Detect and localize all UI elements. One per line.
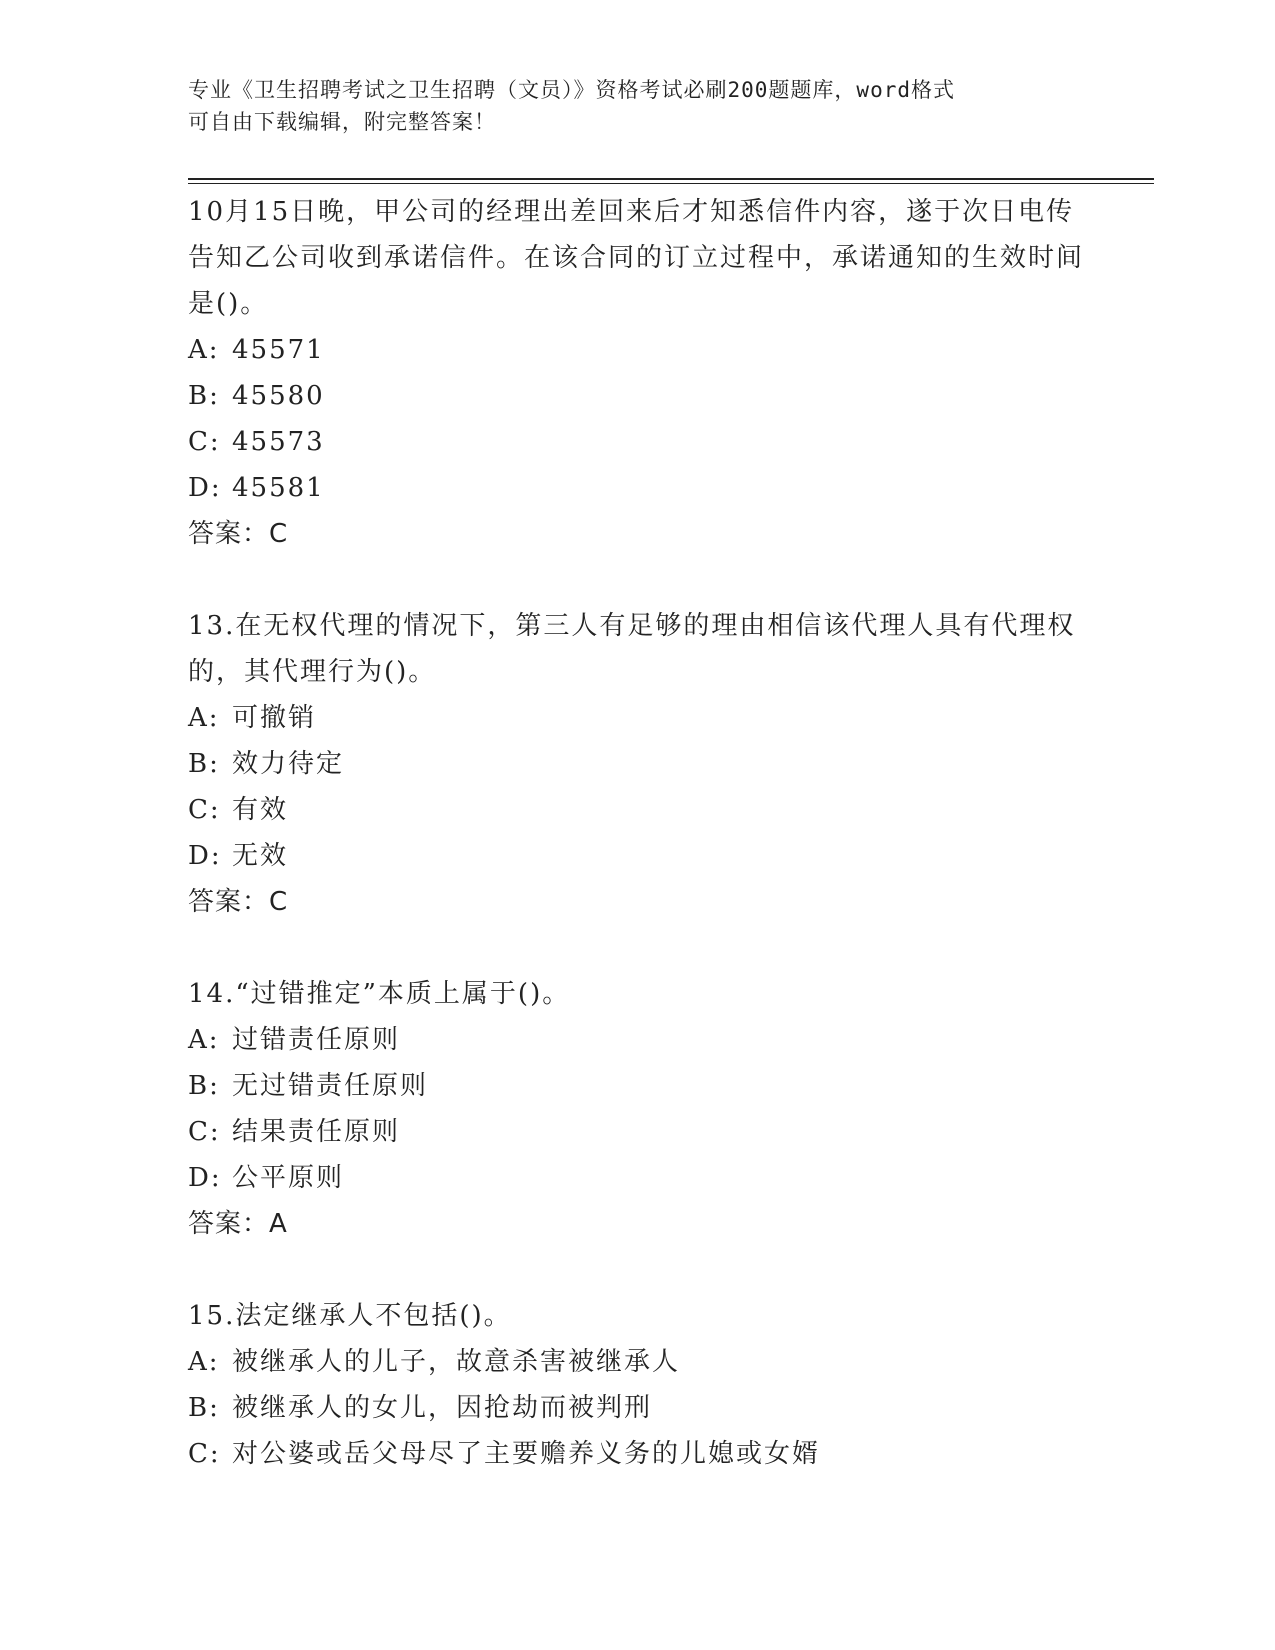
option-letter: B: xyxy=(188,1071,220,1101)
option-b xyxy=(188,1063,1088,1109)
option-letter: A: xyxy=(188,703,220,733)
option-a xyxy=(188,327,1088,373)
option-letter: C: xyxy=(188,795,221,825)
question-text: 10月15日晚，甲公司的经理出差回来后才知悉信件内容，遂于次日电传告知乙公司收到承诺信件。在该合同的订立过程中，承诺通知的生效时间是()。 xyxy=(188,197,1085,319)
option-c xyxy=(188,419,1088,465)
option-letter: B: xyxy=(188,381,220,411)
option-d xyxy=(188,833,1088,879)
option-text: 45580 xyxy=(232,381,325,411)
option-letter: A: xyxy=(188,1025,220,1055)
question-text: 13.在无权代理的情况下，第三人有足够的理由相信该代理人具有代理权的，其代理行为()。 xyxy=(188,611,1076,687)
option-letter: C: xyxy=(188,1117,221,1147)
option-text: 无过错责任原则 xyxy=(232,1071,429,1101)
option-letter: A: xyxy=(188,335,220,365)
option-a xyxy=(188,1017,1088,1063)
header-divider-thin xyxy=(188,183,1154,184)
option-text: 45573 xyxy=(232,427,325,457)
option-text: 无效 xyxy=(232,841,289,871)
header-line-2: 可自由下载编辑，附完整答案！ xyxy=(188,110,496,134)
option-b xyxy=(188,373,1088,419)
option-letter: A: xyxy=(188,1347,220,1377)
header-divider-thick xyxy=(188,178,1154,180)
answer-line: 答案：A xyxy=(188,1209,288,1239)
option-c xyxy=(188,1109,1088,1155)
option-a xyxy=(188,1339,1088,1385)
option-d xyxy=(188,465,1088,511)
option-text: 有效 xyxy=(232,795,289,825)
question-item xyxy=(188,189,1088,557)
option-text: 45571 xyxy=(232,335,325,365)
option-text: 45581 xyxy=(232,473,325,503)
option-letter: B: xyxy=(188,749,220,779)
option-text: 对公婆或岳父母尽了主要赡养义务的儿媳或女婿 xyxy=(232,1439,821,1469)
option-text: 结果责任原则 xyxy=(232,1117,401,1147)
option-text: 可撤销 xyxy=(232,703,317,733)
option-letter: B: xyxy=(188,1393,220,1423)
option-text: 公平原则 xyxy=(232,1163,345,1193)
option-text: 过错责任原则 xyxy=(232,1025,401,1055)
option-letter: C: xyxy=(188,427,221,457)
option-b xyxy=(188,1385,1088,1431)
option-text: 被继承人的儿子，故意杀害被继承人 xyxy=(232,1347,681,1377)
header-line-1: 专业《卫生招聘考试之卫生招聘（文员）》资格考试必刷200题题库，word格式 xyxy=(188,78,955,102)
option-letter: D: xyxy=(188,1163,222,1193)
question-list xyxy=(188,189,1088,1523)
option-b xyxy=(188,741,1088,787)
option-text: 被继承人的女儿，因抢劫而被判刑 xyxy=(232,1393,653,1423)
question-text: 14.“过错推定”本质上属于()。 xyxy=(188,979,571,1009)
option-c xyxy=(188,787,1088,833)
question-item xyxy=(188,971,1088,1247)
option-a xyxy=(188,695,1088,741)
option-letter: D: xyxy=(188,473,222,503)
option-d xyxy=(188,1155,1088,1201)
document-header xyxy=(188,74,1078,138)
question-text: 15.法定继承人不包括()。 xyxy=(188,1301,512,1331)
option-letter: D: xyxy=(188,841,222,871)
question-item xyxy=(188,603,1088,925)
option-letter: C: xyxy=(188,1439,221,1469)
answer-line: 答案：C xyxy=(188,519,289,549)
answer-line: 答案：C xyxy=(188,887,289,917)
option-c xyxy=(188,1431,1088,1477)
question-item xyxy=(188,1293,1088,1477)
option-text: 效力待定 xyxy=(232,749,345,779)
